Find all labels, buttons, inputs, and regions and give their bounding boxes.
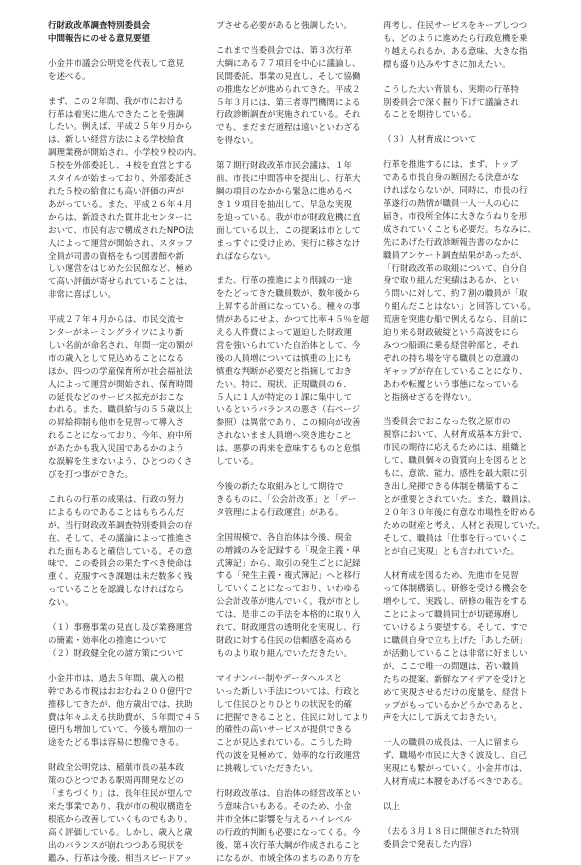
section-heading-1: （１）事務事業の見直し及び業務運営 の簡素・効率化の推進について (48, 623, 193, 646)
section-heading-2: （２）財政健全化の諸方策について (48, 648, 184, 659)
paragraph: 行革を推進するには、まず、トップ である市長自身の断固たる決意がな ければならないが、同時に、市長の行 革遂行の熱情が職員一人一人の心に 届き、市役所全体に大きなうねりを形 成されていくことも必要だ。ちなみに、 先にあげた行政診断報告書のなかに 職員アンケート調査結果があったが、 「行財政改革の取組について、自分自 身で取り組んだ実績はあるか、とい う問いに対して、約７割の職員が「取 り組んだことはない」と回答している。 荒唐を突進む船で例えるなら、目前に 迫り来る財政破綻という高波をにら みつつ船頭に乗る経営幹部と、それ ぞれの持ち場を守る職員との意識の ギャップが存在していることになり、 あわや転覆という事態になっている と指摘せざるを得ない。 (383, 160, 537, 403)
paragraph: これまで当委員会では、第３次行革 大綱にある７７項目を中心に議論し、 民間委託、事業の見直し、そして協働 の推進などが進められてきた。平成２ ５年３月には、第三者専門機関による 行政診断調査が実施されている。それ でも、まだまだ道程は遠いといわざる を得ない。 (216, 45, 361, 147)
paragraph: また、行革の推進により削減の一途 をたどってきた職員数が、数年後から 上昇する計画になっている。種々の事 情があるにせよ、かつて比率４５％を超 える人件費によって逼迫した財政運 営を強いられていた自治体として、今 後の人員増については慎重の上にも 慎重な判断が必要だと指摘しておき たい。特に、現状、正規職員の６． ５人に１人が特定の１課に集中して いるというバランスの悪さ（右ページ 参照）は異常であり、この傾向が改善 されないまま人員増へ突き進むこと は、悪夢の再来を意味するものと危惧 している。 (216, 276, 370, 468)
paragraph: こうした大い背景も、実期の行革特 別委員会で深く掘り下げて議論され ることを期待している。 (383, 84, 520, 121)
closing-text: 以上 (383, 801, 401, 812)
report-title: 行財政改革調査特別委員会 (48, 21, 151, 31)
paragraph: まず、この２年間、我が市における 行革は着実に進んできたことを強調 したい。例えば、平成２５年９月から は、新しい経営方法による学校給食 調理業務が開始され、小学校９校の内、 ５校を外部委託し、４校を直営とする スタイルが始まっており、外部委託さ れた５校の給食にも高い評価の声が あがっている。また、平成２６年４月 からは、新設された貫井北センターに おいて、市民有志で構成されたNPO法 人によって運営が開始され、スタッフ 全員が司書の資格をもつ図書館や新 しい運営をはじめた公民館など、極め て高い評価が寄せられていることは、 非常に喜ばしい。 (48, 96, 202, 301)
paragraph: 当委員会でおこなった牧之原市の 視察において、人材育成基本方針で、 市民の期待に応えるためには、組織と して、職員個々の資質向上を図るとと もに、意欲、能力、感性を最大限に引 き出し発揮できる体制を構築するこ とが重要とされていた。また、職員は、 ２０年３０年後に有意な市場性を貯める ための財産と考え、人材と表現していた。 そして、職員は「仕事を行っていくこ とが自己実現」とも言われていた。 (383, 417, 546, 557)
paragraph: 行財政改革は、自治体の経営改革とい う意味合いもある。そのため、小金 井市全体に影響を与えるハイレベル の行政的判断も必要になってくる。今 後、第４次行革大綱が作成されること になるが、市域全体のまちのあり方を (216, 789, 361, 864)
paragraph: これらの行革の成果は、行政の努力 によるものであることはもちろんだ が、当行財政改革調査特別委員会の存 在、そして、その議論によって推進さ れた面もあると確信している。その意 味で、この委員会の果たすべき使命は 重く、克服すべき課題は未だ数多く残 っていることを認識しなければなら ない。 (48, 494, 193, 609)
paragraph: 人材育成を図るため、先進市を見習 って体制構築し、研修を受ける機会を 増やして、実践し、研修の報告をする ことによって職員同士が切磋琢磨し ていけるよう要望する。そして、すで に職員自身で立ち上げた「あした研」 が活動していることは非常に好ましい が、ここで唯一の問題は、若い職員 たちの提案、新鮮なアイデアを受けと めて実現させるだけの度量を、経営ト ップがもっているかどうかであると、 声を大にして訴えておきたい。 (383, 571, 528, 724)
report-subtitle: 中間報告にのせる意見要望 (48, 33, 151, 44)
paragraph: 小金井市は、過去５年間、歳入の根 幹である市税はおおむね２００億円で 推移してきたが、他方歳出では、扶助 費は年々ふえる扶助費が、５年間で４５ 億円も増加していて、今後も増加の一 途をたどる事は容易に想像できる。 (48, 673, 202, 749)
paragraph: 一人の職員の成長は、一人に留まら ず、職場や市民に大きく波及し、自己 実現にも繋がっていく。小金井市は、 人材育成に本腰をあげるべきである。 (383, 738, 528, 788)
paragraph: 財政全公明党は、稲葉市長の基本政 策のひとつである駅周再開発などの 「まちづくり」は、長年住民が望んで 来た事業であり、我が市の税収構造を 根底から改善していくものでもあり、 高く評価している。しかし、歳入と歳 出のバランスが崩れつつある現状を 鑑み、行革は今後、相当スピードアッ (48, 763, 193, 864)
section-heading-3: （３）人材育成について (383, 135, 477, 146)
paragraph: 平成２７年４月からは、市民交流セ ンターがネーミングライツにより新 しい名前が命名され、年間一定の額が 市の歳入として見込めることになる ほか、四つの学童保育所が社会福祉法 人によって運営が開始され、保育時間 の延長などのサービス拡充がおこな われる。また、職員給与の５５歳以上 の昇給抑制も他市を見習って導入さ れることになっており、今年、府中所 があたかも我入災国であるかのよう な誤解を生まないよう、ひとつのくさ びを打つ事ができた。 (48, 315, 194, 480)
intro-paragraph: 小金井市議会公明党を代表して意見 を述べる。 (48, 58, 185, 82)
paragraph: 全国規模で、各自治体は今後、現金 の増減のみを記録する「現金主義・単 式簿記」から、取引の発生ごとに記録 する「発生主義・複式簿記」へと移行 していくことになっており、いわゆる 公会計改革が進んでいく。我が市とし ては、是非この手法を本格的に取り入 れて、財政運営の透明化を実現し、行 財政に対する住民の信頼感を高める ものより取り組んでいただきたい。 (216, 532, 361, 659)
paragraph: 第７期行財政改革市民会議は、１年 前、市長に中間答申を提出し、行革大 綱の項目のなかから緊急に進めるべ き１９項目を抽出して、早急な実現 を迫っている。我が市が財政危機に直 面している以上、この提案は市として まっすぐに受け止め、実行に移さなけ ればならない。 (216, 161, 361, 262)
column-left (48, 20, 211, 865)
footnote: （去る３月１８日に開催された特別 委員会で発表した内容） (383, 826, 520, 850)
paragraph: 今後の新たな取組みとして期待で きるものに、「公会計改革」と「デー タ管理による行政運営」がある。 (216, 482, 357, 518)
paragraph: マイナンバー制やデータヘルスと いった新しい手法については、行政と して住民ひとりひとりの状況を的確 に把握できることと、住民に対してより 的確性の高いサービスが提供できる ことが見込まれている。こうした時 代の波を見極めて、効率的な行政運営 に挑戦していただきたい。 (216, 673, 370, 775)
column-right (383, 20, 546, 852)
paragraph-continued: 再考し、住民サービスをキープしつつ も、どのように進めたら行政危機を乗 り越えられるか、ある意味、大きな指 標も盛り込みやすさに加えたい。 (383, 21, 528, 70)
column-middle (216, 20, 379, 865)
paragraph-continued: プさせる必要があると強調したい。 (216, 21, 353, 31)
